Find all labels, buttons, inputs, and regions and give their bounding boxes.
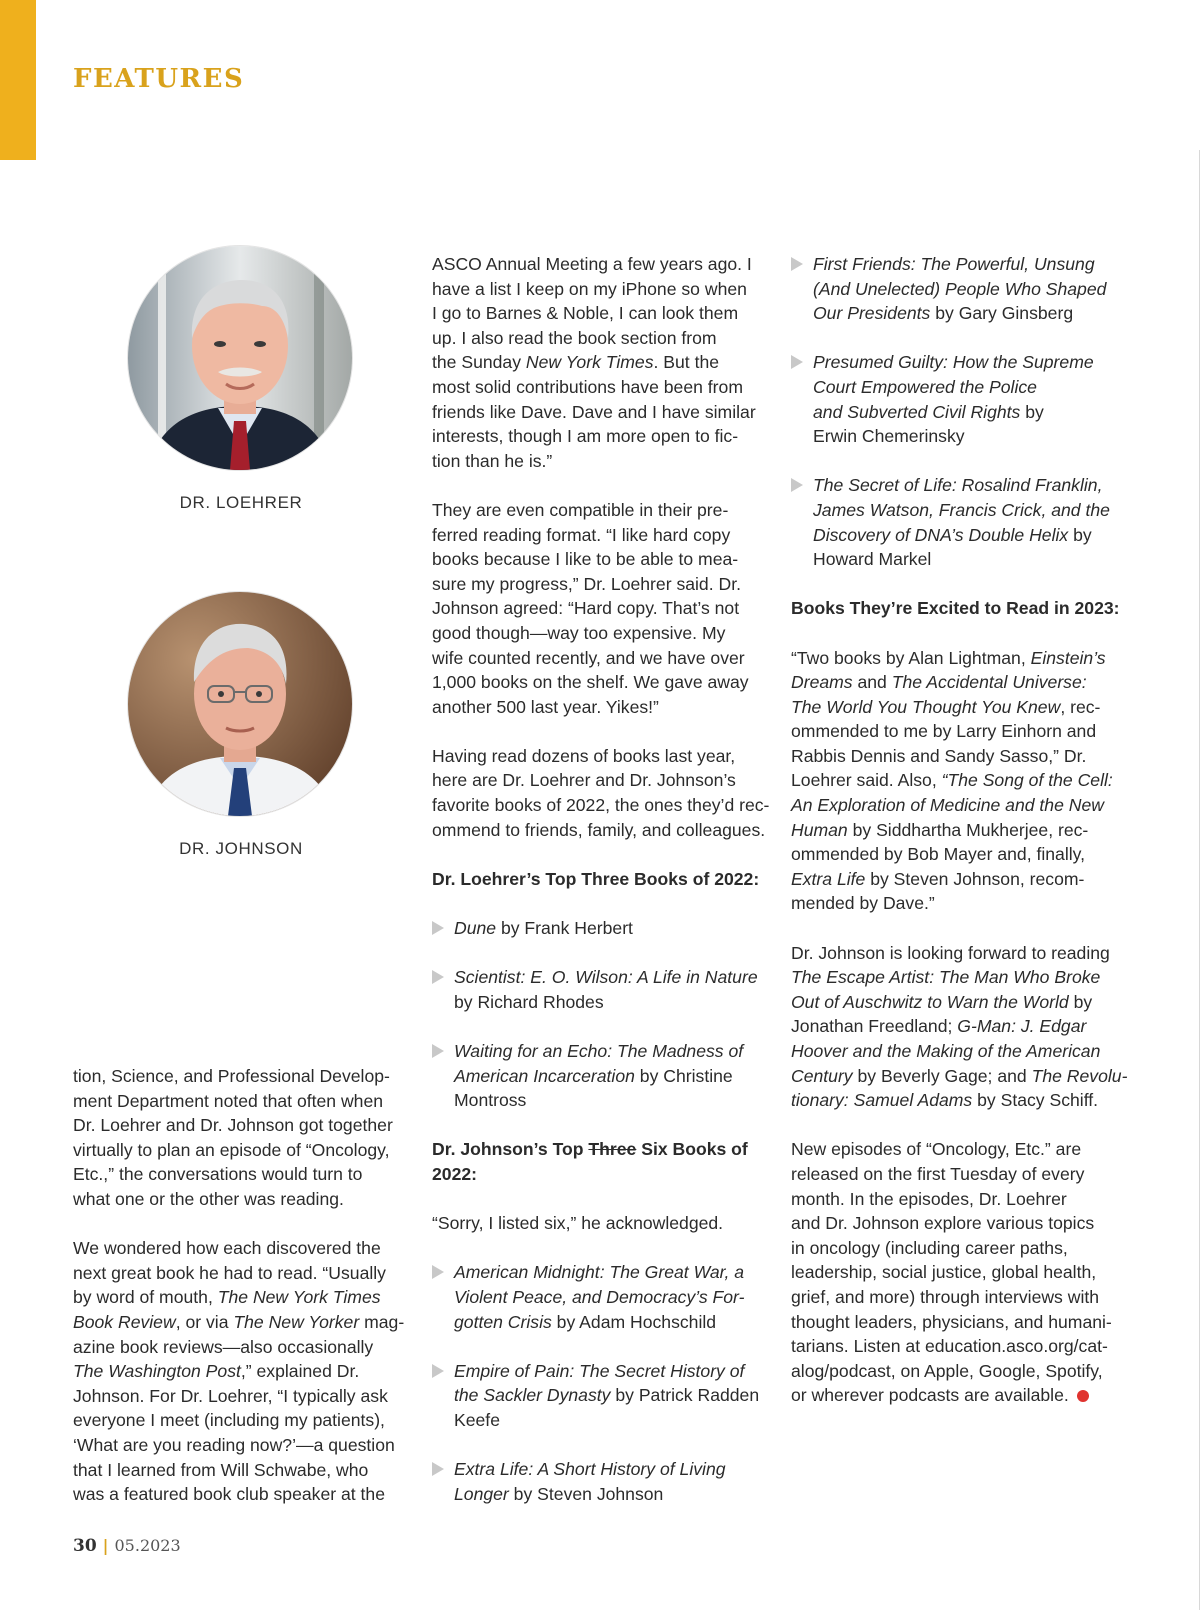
book-list-item: American Midnight: The Great War, a Violent Peace, and Democracy’s For- gotten Crisis by Adam Hochschild: [432, 1260, 772, 1334]
bullet-arrow-icon: [791, 355, 803, 369]
bullet-arrow-icon: [432, 1044, 444, 1058]
paragraph: They are even compatible in their pre- ferred reading format. “I like hard copy books because I like to be able to mea- sure my progress,” Dr. Loehrer said. Dr. Johnson agreed: “Hard copy. That’s not good though—way too expensive. My wife counted recently, and we have over 1,000 books on the shelf. We gave away another 500 last year. Yikes!”: [432, 499, 749, 717]
book-list-item: Extra Life: A Short History of Living Longer by Steven Johnson: [432, 1457, 772, 1506]
book-list-item: Empire of Pain: The Secret History of the Sackler Dynasty by Patrick Radden Keefe: [432, 1359, 772, 1433]
book-list-item: First Friends: The Powerful, Unsung (And Unelected) People Who Shaped Our Presidents by Gary Ginsberg: [791, 252, 1131, 326]
folio-separator: |: [102, 1536, 109, 1555]
book-list-item: Dune by Frank Herbert: [432, 916, 772, 941]
portrait-loehrer-illustration: [128, 246, 352, 470]
bullet-arrow-icon: [791, 478, 803, 492]
book-list-item: Scientist: E. O. Wilson: A Life in Nature by Richard Rhodes: [432, 965, 772, 1014]
bullet-arrow-icon: [432, 1462, 444, 1476]
page-folio: [73, 1536, 181, 1556]
bullet-arrow-icon: [432, 1364, 444, 1378]
quote: “Sorry, I listed six,” he acknowledged.: [432, 1213, 724, 1234]
list-heading-2023: Books They’re Excited to Read in 2023:: [791, 598, 1120, 619]
list-heading-loehrer: Dr. Loehrer’s Top Three Books of 2022:: [432, 868, 760, 889]
column-2: [432, 252, 772, 1531]
end-mark-icon: [1077, 1390, 1089, 1402]
portrait-johnson-illustration: [128, 592, 352, 816]
bullet-arrow-icon: [791, 257, 803, 271]
book-list-item: Presumed Guilty: How the Supreme Court Empowered the Police and Subverted Civil Rights by Erwin Chemerinsky: [791, 350, 1131, 448]
portrait-caption-loehrer: DR. LOEHRER: [179, 493, 303, 512]
issue-date: 05.2023: [114, 1536, 181, 1555]
column-3: [791, 252, 1131, 1433]
portrait-dr-loehrer: [128, 246, 352, 470]
section-label: FEATURES: [73, 64, 245, 94]
paragraph: tion, Science, and Professional Develop- ment Department noted that often when Dr. Loehrer and Dr. Johnson got together virtually to plan an episode of “Oncology, Etc.,” the conversations would turn to what one or the other was reading.: [73, 1066, 393, 1209]
paragraph: We wondered how each discovered the next great book he had to read. “Usually by word of mouth, The New York Times Book Review, or via The New Yorker mag- azine book reviews—also occasionally The Washington Post,” explained Dr. Johnson. For Dr. Loehrer, “I typically ask everyone I meet (including my patients), ‘What are you reading now?’—a question that I learned from Will Schwabe, who was a featured book club speaker at the: [73, 1238, 405, 1505]
paragraph: Having read dozens of books last year, here are Dr. Loehrer and Dr. Johnson’s favorite books of 2022, the ones they’d rec- ommend to friends, family, and colleagues.: [432, 745, 770, 840]
bullet-arrow-icon: [432, 1265, 444, 1279]
paragraph: “Two books by Alan Lightman, Einstein’s Dreams and The Accidental Universe: The World You Thought You Knew, rec- ommended to me by Larry Einhorn and Rabbis Dennis and Sandy Sasso,” Dr. Loehrer said. Also, “The Song of the Cell: An Exploration of Medicine and the New Human by Siddhartha Mukherjee, rec- ommended by Bob Mayer and, finally, Extra Life by Steven Johnson, recom- mended by Dave.”: [791, 647, 1113, 914]
book-list-item: Waiting for an Echo: The Madness of American Incarceration by Christine Montross: [432, 1039, 772, 1113]
page-number: 30: [73, 1536, 97, 1556]
paragraph: New episodes of “Oncology, Etc.” are released on the first Tuesday of every month. In the episodes, Dr. Loehrer and Dr. Johnson explore various topics in oncology (including career paths, leadership, social justice, global health, grief, and more) through interviews with thought leaders, physicians, and humani- tarians. Listen at education.asco.org/cat- alog/podcast, on Apple, Google, Spotify, or wherever podcasts are available.: [791, 1139, 1112, 1406]
bullet-arrow-icon: [432, 970, 444, 984]
column-1: [73, 1064, 413, 1531]
bullet-arrow-icon: [432, 921, 444, 935]
section-accent-bar: [0, 0, 36, 160]
list-heading-johnson: Dr. Johnson’s Top Three Six Books of 2022:: [432, 1139, 748, 1184]
book-list-item: The Secret of Life: Rosalind Franklin, James Watson, Francis Crick, and the Discovery of DNA’s Double Helix by Howard Markel: [791, 473, 1131, 571]
paragraph: Dr. Johnson is looking forward to reading The Escape Artist: The Man Who Broke Out of Auschwitz to Warn the World by Jonathan Freedland; G-Man: J. Edgar Hoover and the Making of the American Century by Beverly Gage; and The Revolu- tionary: Samuel Adams by Stacy Schiff.: [791, 942, 1128, 1111]
portrait-caption-johnson: DR. JOHNSON: [179, 839, 303, 858]
paragraph: ASCO Annual Meeting a few years ago. I have a list I keep on my iPhone so when I go to Barnes & Noble, I can look them up. I also read the book section from the Sunday New York Times. But the most solid contributions have been from friends like Dave. Dave and I have similar interests, though I am more open to fic- tion than he is.”: [432, 254, 756, 471]
portrait-dr-johnson: [128, 592, 352, 816]
